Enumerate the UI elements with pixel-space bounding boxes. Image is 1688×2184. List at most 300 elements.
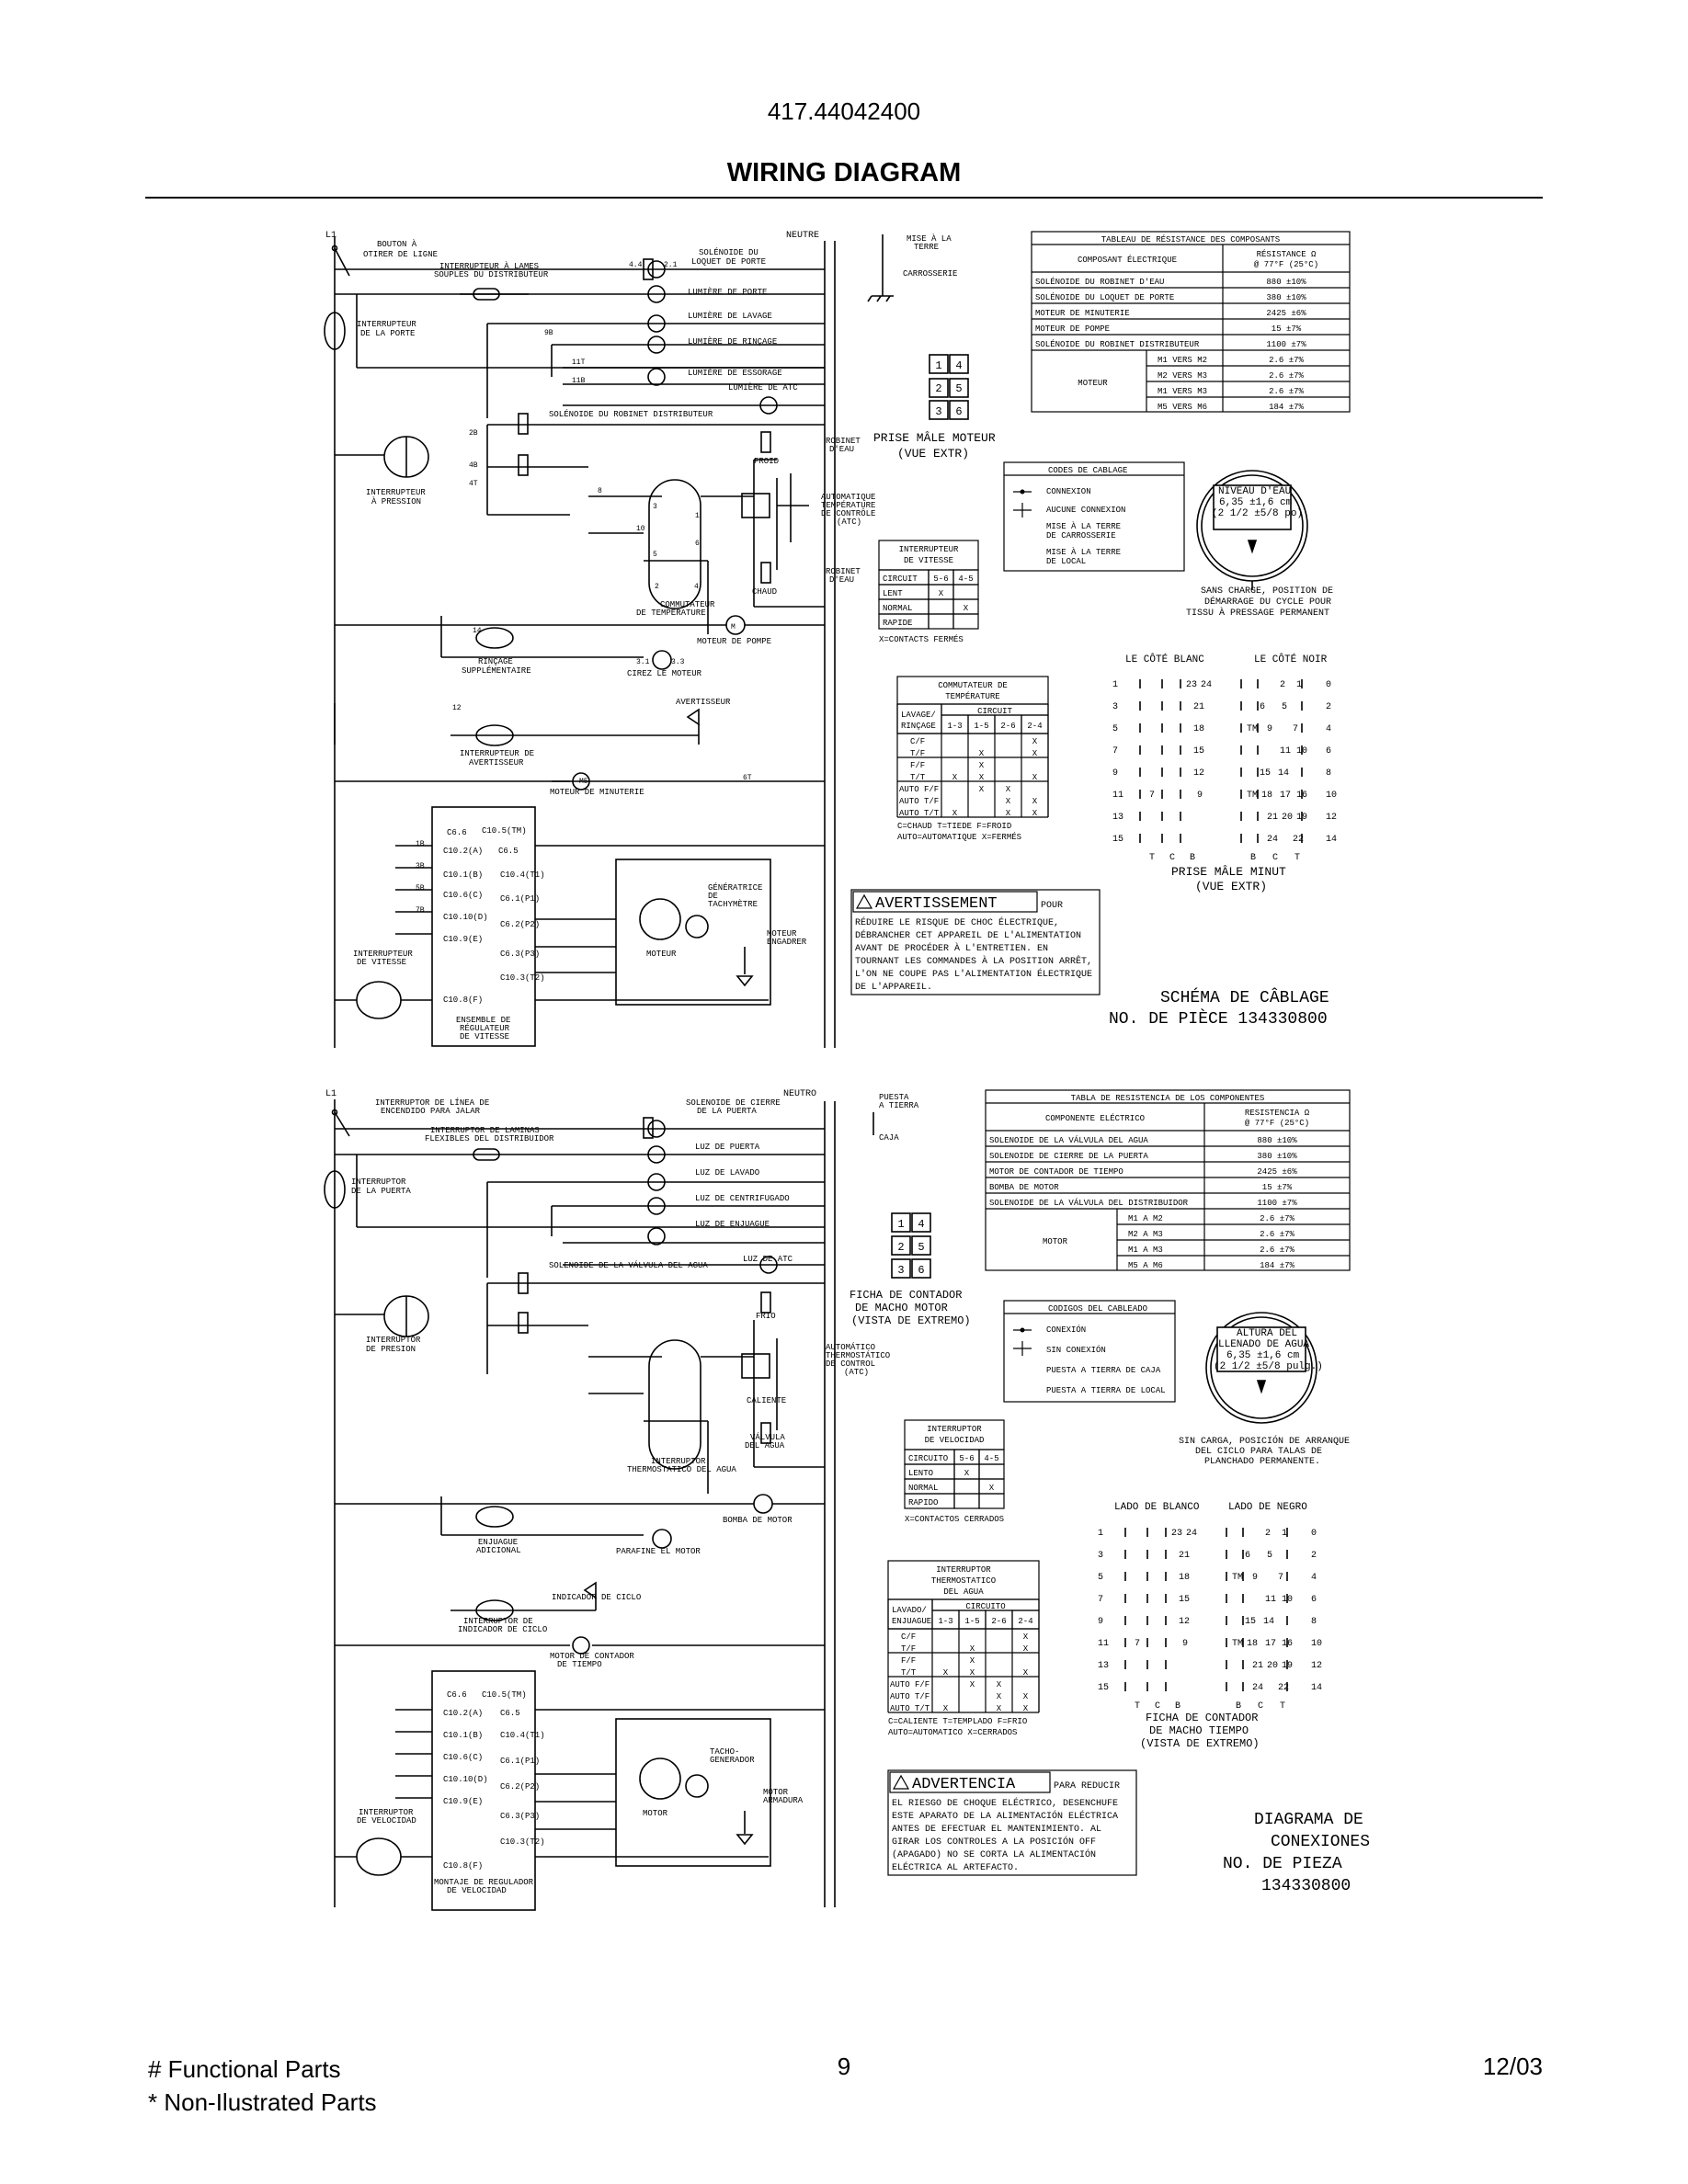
es-temp-title: DEL AGUA <box>943 1587 984 1597</box>
fr-temp-row-label: F/F <box>910 761 926 770</box>
es-timer-white-label: 7 <box>1135 1639 1141 1649</box>
es-ficha-motor-1: FICHA DE CONTADOR <box>850 1289 963 1302</box>
footer-non-illustrated: * Non-Ilustrated Parts <box>148 2088 377 2116</box>
es-temp-cell: X <box>996 1692 1002 1701</box>
es-resistance-motor-row: M1 A M2 <box>1128 1214 1163 1223</box>
fr-resistance-col2a: RÉSISTANCE Ω <box>1256 250 1317 259</box>
es-warning-box <box>888 1770 1136 1875</box>
fr-timer-black-label: 2 <box>1280 680 1286 690</box>
es-luz-centrif: LUZ DE CENTRIFUGADO <box>695 1194 790 1203</box>
fr-resistance-title: TABLEAU DE RÉSISTANCE DES COMPOSANTS <box>1101 235 1281 245</box>
es-plug-number: 2 <box>897 1241 905 1254</box>
es-timer-white-label: 12 <box>1179 1617 1191 1627</box>
es-timer-white-bottom: T <box>1135 1701 1141 1712</box>
fr-plug-number: 2 <box>935 382 942 395</box>
fr-resistance-row-name: MOTEUR DE MINUTERIE <box>1035 309 1130 318</box>
es-timer-left-num: 1 <box>1098 1529 1104 1539</box>
fr-temp-cell: X <box>1032 749 1038 758</box>
fr-lum-essorage: LUMIÈRE DE ESSORAGE <box>688 369 782 378</box>
fr-rincage-1: RINÇAGE <box>478 657 513 666</box>
es-timer-black-label: 21 <box>1252 1661 1264 1671</box>
es-timer-left-num: 3 <box>1098 1551 1104 1561</box>
fr-moteur-minuterie: MOTEUR DE MINUTERIE <box>550 788 644 797</box>
fr-temp-title: TEMPÉRATURE <box>945 692 1000 701</box>
fr-pression-1: INTERRUPTEUR <box>366 488 426 497</box>
fr-codes-item: MISE À LA TERRE <box>1046 548 1122 557</box>
fr-timer-white-label: 23 <box>1186 680 1198 690</box>
es-resistance-motor-row: M2 A M3 <box>1128 1230 1163 1239</box>
es-puesta-1: PUESTA <box>879 1093 909 1102</box>
es-termo-1: INTERRUPTOR <box>651 1457 706 1466</box>
fr-atc-1: AUTOMATIQUE <box>821 493 876 502</box>
fr-sans-charge-3: TISSU À PRESSAGE PERMANENT <box>1186 609 1330 619</box>
fr-warning-line: AVANT DE PROCÉDER À L'ENTRETIEN. EN <box>855 944 1049 954</box>
es-sin-carga-2: DEL CICLO PARA TALAS DE <box>1195 1447 1323 1457</box>
fr-timer-black-label: 22 <box>1293 835 1305 845</box>
es-timer-contact: C10.5(TM) <box>482 1690 527 1700</box>
wire-code: 5 <box>653 551 657 559</box>
es-linea-1: INTERRUPTOR DE LÍNEA DE <box>375 1098 490 1108</box>
fr-pression-2: À PRESSION <box>371 497 422 506</box>
es-temp-row-label: AUTO T/F <box>890 1692 930 1701</box>
es-speed-cell: X <box>988 1484 995 1493</box>
fr-timer-contact: C10.4(T1) <box>500 870 545 880</box>
fr-l1: L1 <box>325 231 337 241</box>
fr-resistance-table <box>1032 232 1350 412</box>
es-sin-carga-1: SIN CARGA, POSICIÓN DE ARRANQUE <box>1179 1437 1351 1447</box>
es-resistance-row-value: 15 ±7% <box>1261 1183 1293 1192</box>
es-timer-white-label: 24 <box>1186 1529 1198 1539</box>
fr-plug-numbers <box>935 359 962 418</box>
es-resistance-col2a: RESISTENCIA Ω <box>1244 1109 1310 1118</box>
es-motor-arm-1: MOTOR <box>763 1788 789 1797</box>
wire-code: 8 <box>598 487 602 495</box>
es-laminas-2: FLEXIBLES DEL DISTRIBUIDOR <box>425 1134 554 1143</box>
fr-niveau-3: (2 1/2 ±5/8 po) <box>1212 508 1304 519</box>
es-timer-contact: C6.1(P1) <box>500 1757 541 1766</box>
es-timer-contact: C6.5 <box>500 1709 520 1718</box>
es-ind-1: INTERRUPTOR DE <box>463 1617 533 1626</box>
es-timer-black-label: 24 <box>1252 1683 1264 1693</box>
es-warning-line: ESTE APARATO DE LA ALIMENTACIÓN ELÉCTRICA <box>892 1812 1119 1822</box>
fr-timer-contact: C6.5 <box>498 847 519 856</box>
es-caja: CAJA <box>879 1133 899 1143</box>
fr-timer-contact: C10.6(C) <box>443 891 484 900</box>
fr-timer-black-bottom: T <box>1295 853 1301 863</box>
es-timer-left-num: 5 <box>1098 1573 1104 1583</box>
fr-resistance-row-name: SOLÉNOIDE DU ROBINET DISTRIBUTEUR <box>1035 340 1200 349</box>
fr-timer-right-num: 6 <box>1326 746 1332 756</box>
fr-sans-charge-2: DÉMARRAGE DU CYCLE POUR <box>1204 597 1332 608</box>
fr-temp-col: 2-6 <box>1000 722 1016 731</box>
timer-plug-fr <box>1112 679 1337 863</box>
wire-code: 6 <box>695 540 700 548</box>
es-luz-atc: LUZ DE ATC <box>743 1255 793 1264</box>
es-timer-contact: C6.6 <box>447 1690 467 1700</box>
fr-timer-contact: C10.8(F) <box>443 995 484 1005</box>
footer-date: 12/03 <box>1482 2053 1543 2080</box>
es-montaje-1: MONTAJE DE REGULADOR <box>434 1878 534 1887</box>
es-codes-item: PUESTA A TIERRA DE CAJA <box>1046 1366 1161 1375</box>
fr-warning-line: RÉDUIRE LE RISQUE DE CHOC ÉLECTRIQUE, <box>855 918 1060 928</box>
es-cierre-2: DE LA PUERTA <box>697 1107 757 1116</box>
es-diagrama-3: NO. DE PIEZA <box>1223 1855 1342 1873</box>
es-resistance-row-name: MOTOR DE CONTADOR DE TIEMPO <box>989 1167 1123 1177</box>
es-timer-black-label: 17 <box>1265 1639 1277 1649</box>
fr-timer-black-label: 24 <box>1267 835 1279 845</box>
es-temp-row-label: T/T <box>901 1668 917 1678</box>
fr-timer-right-num: 0 <box>1326 680 1332 690</box>
es-resistance-motor-value: 2.6 ±7% <box>1260 1246 1295 1255</box>
es-lado-blanco: LADO DE BLANCO <box>1114 1502 1200 1513</box>
fr-timer-black-label: 20 <box>1282 813 1294 823</box>
es-timer-right-num: 14 <box>1311 1683 1323 1693</box>
fr-timer-left-num: 9 <box>1112 768 1119 779</box>
es-resistance-motor-value: 2.6 ±7% <box>1260 1230 1295 1239</box>
fr-prise-minut-2: (VUE EXTR) <box>1195 880 1268 893</box>
es-timer-contact: C10.1(B) <box>443 1731 484 1740</box>
fr-timer-black-label: 10 <box>1296 746 1308 756</box>
fr-speed-cell: CIRCUIT <box>883 574 918 584</box>
es-warning-tail: PARA REDUCIR <box>1054 1781 1121 1792</box>
model-number: 417.44042400 <box>767 97 921 125</box>
fr-speed-cell: 5-6 <box>933 574 949 584</box>
es-temp-cell: X <box>996 1680 1002 1689</box>
es-caliente: CALIENTE <box>747 1396 787 1405</box>
es-timer-right-num: 4 <box>1311 1573 1317 1583</box>
es-temp-table <box>888 1561 1039 1737</box>
fr-timer-black-label: 6 <box>1260 702 1266 712</box>
fr-codes-item: DE CARROSSERIE <box>1046 531 1116 540</box>
fr-speed-cell: X <box>963 604 969 613</box>
fr-resistance-row-value: 2425 ±6% <box>1266 309 1306 318</box>
es-timer-black-label: 14 <box>1263 1617 1275 1627</box>
es-ficha-motor-2: DE MACHO MOTOR <box>855 1302 948 1314</box>
es-altura-4: (2 1/2 ±5/8 pulg.) <box>1214 1361 1323 1372</box>
es-resistance-row-value: 880 ±10% <box>1257 1136 1297 1145</box>
es-temp-lav-1: LAVADO/ <box>892 1606 927 1615</box>
es-timer-black-label: TM <box>1232 1573 1244 1583</box>
fr-speed-cell: RAPIDE <box>883 619 913 628</box>
fr-resistance-col2b: @ 77°F (25°C) <box>1253 260 1319 269</box>
fr-timer-black-label: 7 <box>1293 724 1299 734</box>
page-number: 9 <box>837 2053 851 2080</box>
fr-porte-1: INTERRUPTEUR <box>357 320 416 329</box>
fr-timer-white-label: 21 <box>1193 702 1205 712</box>
wire-code: 1 <box>695 512 700 520</box>
es-sin-carga-3: PLANCHADO PERMANENTE. <box>1204 1457 1321 1467</box>
wire-code: M5 <box>579 778 588 786</box>
es-plug-number: 1 <box>897 1218 905 1231</box>
wire-code: 4T <box>469 480 478 488</box>
fr-temp-cell: X <box>978 785 985 794</box>
fr-niveau-1: NIVEAU D'EAU <box>1218 486 1292 497</box>
es-parafine: PARAFINE EL MOTOR <box>616 1547 701 1556</box>
fr-sans-charge-1: SANS CHARGE, POSITION DE <box>1201 586 1334 597</box>
fr-warning-line: DE L'APPAREIL. <box>855 983 933 993</box>
fr-timer-right-num: 14 <box>1326 835 1338 845</box>
es-atc-3: DE CONTROL <box>826 1359 876 1369</box>
fr-resistance-motor-value: 2.6 ±7% <box>1269 387 1304 396</box>
wire-code: 4B <box>469 461 478 470</box>
es-ficha-tiempo-2: DE MACHO TIEMPO <box>1149 1724 1249 1737</box>
fr-schema-1: SCHÉMA DE CÂBLAGE <box>1160 989 1329 1007</box>
es-temp-note-2: AUTO=AUTOMATICO X=CERRADOS <box>888 1728 1018 1737</box>
es-warning-line: ELÉCTRICA AL ARTEFACTO. <box>892 1863 1020 1873</box>
fr-timer-left-num: 1 <box>1112 680 1119 690</box>
fr-resistance-row-value: 1100 ±7% <box>1266 340 1306 349</box>
es-plug-number: 4 <box>918 1218 925 1231</box>
es-timer-right-num: 0 <box>1311 1529 1317 1539</box>
fr-temp-circuit: CIRCUIT <box>977 707 1012 716</box>
fr-temp-col: 2-4 <box>1027 722 1043 731</box>
es-timer-white-bottom: C <box>1155 1701 1161 1712</box>
fr-timer-white-label: 12 <box>1193 768 1205 779</box>
es-codes-item: PUESTA A TIERRA DE LOCAL <box>1046 1386 1166 1395</box>
es-codes-box <box>1004 1301 1175 1402</box>
es-resistance-motor-value: 2.6 ±7% <box>1260 1214 1295 1223</box>
es-presion-2: DE PRESION <box>366 1345 416 1354</box>
fr-timer-white-label: 7 <box>1149 791 1156 801</box>
fr-timer-white-bottom: C <box>1169 853 1176 863</box>
es-atc-1: AUTOMÁTICO <box>826 1343 876 1352</box>
fr-codes-item: AUCUNE CONNEXION <box>1046 506 1126 515</box>
fr-rincage-2: SUPPLÉMENTAIRE <box>462 666 531 676</box>
fr-temp-cell: X <box>978 761 985 770</box>
es-timer-black-label: 7 <box>1278 1573 1284 1583</box>
es-diagrama-4: 134330800 <box>1261 1877 1352 1895</box>
es-ficha-motor-3: (VISTA DE EXTREMO) <box>851 1314 971 1327</box>
fr-plug-number: 5 <box>955 382 963 395</box>
es-resistance-row-name: SOLENOIDE DE CIERRE DE LA PUERTA <box>989 1152 1148 1161</box>
fr-resistance-motor-row: M5 VERS M6 <box>1158 403 1208 412</box>
es-timer-black-label: 11 <box>1265 1595 1277 1605</box>
fr-timer-left-num: 3 <box>1112 702 1119 712</box>
es-speed-cell: X <box>964 1469 970 1478</box>
es-resistance-col2b: @ 77°F (25°C) <box>1244 1119 1310 1128</box>
es-timer-contact: C10.3(T2) <box>500 1837 545 1847</box>
es-altura-1: ALTURA DEL <box>1237 1328 1298 1339</box>
fr-mise-terre-1: MISE À LA <box>907 234 952 244</box>
fr-prise-minut-1: PRISE MÂLE MINUT <box>1171 865 1286 879</box>
es-timer-black-label: TM <box>1232 1639 1244 1649</box>
es-timer-white-bottom: B <box>1175 1701 1181 1712</box>
fr-speed-title-1: INTERRUPTEUR <box>898 545 959 554</box>
fr-codes-item: CONNEXION <box>1046 487 1091 496</box>
fr-temp-cell: X <box>1032 809 1038 818</box>
fr-timer-left-num: 13 <box>1112 813 1124 823</box>
fr-gen-1: GÉNÉRATRICE <box>708 883 763 893</box>
es-puerta-1: INTERRUPTOR <box>351 1177 406 1187</box>
fr-robinet-1a: ROBINET <box>826 437 861 446</box>
fr-timer-contact: C10.10(D) <box>443 913 488 922</box>
es-sol-dist: SOLENOIDE DE LA VÁLVULA DEL AGUA <box>549 1261 708 1270</box>
fr-cirez: CIREZ LE MOTEUR <box>627 669 702 678</box>
wire-code: 3.1 <box>636 658 650 666</box>
fr-timer-contact: C10.3(T2) <box>500 973 545 983</box>
es-plug-number: 3 <box>897 1264 905 1277</box>
es-laminas-1: INTERRUPTOR DE LAMINAS <box>430 1126 540 1135</box>
fr-temp-cell: X <box>978 773 985 782</box>
es-speed-cell: 5-6 <box>959 1454 975 1463</box>
es-temp-row-label: AUTO T/T <box>890 1704 930 1713</box>
es-lado-negro: LADO DE NEGRO <box>1228 1502 1307 1513</box>
es-enjuague-1: ENJUAGUE <box>478 1538 519 1547</box>
es-timer-black-label: 10 <box>1282 1595 1294 1605</box>
wire-code: M <box>731 623 736 631</box>
es-temp-cell: X <box>1022 1668 1029 1678</box>
wire-code: 3B <box>416 862 425 870</box>
es-timer-black-label: 20 <box>1267 1661 1279 1671</box>
es-timer-white-label: 9 <box>1182 1639 1189 1649</box>
fr-temp-cell: X <box>952 773 958 782</box>
es-timer-white-label: 15 <box>1179 1595 1191 1605</box>
es-temp-cell: X <box>942 1704 949 1713</box>
fr-atc-2: TEMPÉRATURE <box>821 501 876 510</box>
es-l1: L1 <box>325 1089 337 1099</box>
es-timer-black-label: 2 <box>1265 1529 1272 1539</box>
es-timer-left-num: 13 <box>1098 1661 1110 1671</box>
fr-avertisseur: AVERTISSEUR <box>676 698 731 707</box>
fr-timer-black-label: 19 <box>1296 813 1308 823</box>
fr-resistance-motor-row: M2 VERS M3 <box>1158 371 1208 381</box>
timer-plug-es <box>1098 1528 1322 1712</box>
es-temp-row-label: C/F <box>901 1632 917 1642</box>
es-resistance-row-name: BOMBA DE MOTOR <box>989 1183 1059 1192</box>
fr-warning-word: AVERTISSEMENT <box>875 895 998 913</box>
es-timer-black-label: 5 <box>1267 1551 1273 1561</box>
es-timer-white-label: 21 <box>1179 1551 1191 1561</box>
fr-temp-row-label: T/T <box>910 773 926 782</box>
es-tacho-2: GENERADOR <box>710 1756 755 1765</box>
fr-lames-1: INTERRUPTEUR À LAMES <box>439 262 540 271</box>
fr-timer-contact: C6.3(P3) <box>500 950 541 959</box>
wire-code: 9B <box>544 329 553 337</box>
es-montaje-2: DE VELOCIDAD <box>447 1886 507 1895</box>
fr-timer-black-label: 9 <box>1267 724 1273 734</box>
es-motor-arm-2: ARMADURA <box>763 1796 804 1805</box>
fr-cote-noir: LE CÔTÉ NOIR <box>1254 654 1328 665</box>
es-speed-cell: LENTO <box>908 1469 934 1478</box>
fr-timer-contact: C10.2(A) <box>443 847 484 856</box>
footer-functional-parts: # Functional Parts <box>148 2055 341 2083</box>
es-timer-black-label: 9 <box>1252 1573 1259 1583</box>
es-speed-table <box>905 1420 1004 1524</box>
fr-timer-black-label: 1 <box>1296 680 1303 690</box>
es-timer-right-num: 2 <box>1311 1551 1317 1561</box>
es-resistance-motor-row: M1 A M3 <box>1128 1246 1163 1255</box>
es-resistance-motor-value: 184 ±7% <box>1260 1261 1295 1270</box>
fr-speed-cell: NORMAL <box>883 604 913 613</box>
es-valvula-2: DEL AGUA <box>745 1441 785 1450</box>
fr-resistance-row-value: 15 ±7% <box>1271 324 1302 334</box>
es-termo-2: THERMOSTATICO DEL AGUA <box>627 1465 736 1474</box>
es-resistance-col1: COMPONENTE ELÉCTRICO <box>1044 1114 1146 1123</box>
es-warning-line: (APAGADO) NO SE CORTA LA ALIMENTACIÓN <box>892 1850 1097 1860</box>
fr-prise-moteur-1: PRISE MÂLE MOTEUR <box>873 431 996 445</box>
fr-timer-black-label: 15 <box>1260 768 1272 779</box>
es-timer-contact: C10.10(D) <box>443 1775 488 1784</box>
fr-timer-left-num: 7 <box>1112 746 1119 756</box>
es-timer-contact: C10.2(A) <box>443 1709 484 1718</box>
es-speed-title-2: DE VELOCIDAD <box>924 1436 985 1445</box>
fr-temp-cell: X <box>1032 773 1038 782</box>
es-timer-black-bottom: B <box>1236 1701 1242 1712</box>
fr-atc-3: DE CONTRÔLE <box>821 509 876 518</box>
fr-timer-left-num: 5 <box>1112 724 1119 734</box>
french-schematic <box>325 234 894 1048</box>
fr-temp-cell: X <box>1005 809 1011 818</box>
es-temp-row-label: F/F <box>901 1656 917 1666</box>
fr-ensemble-3: DE VITESSE <box>460 1032 510 1041</box>
es-temp-lav-2: ENJUAGUE <box>892 1617 932 1626</box>
es-timer-contact: C10.8(F) <box>443 1861 484 1871</box>
es-codes-item: SIN CONEXIÓN <box>1046 1346 1106 1355</box>
es-resistance-motor-label: MOTOR <box>1042 1237 1068 1246</box>
fr-moteur-pompe: MOTEUR DE POMPE <box>697 637 772 646</box>
fr-plug-number: 1 <box>935 359 942 372</box>
es-codes-item: CONEXIÓN <box>1046 1325 1087 1335</box>
es-timer-black-label: 22 <box>1278 1683 1290 1693</box>
fr-carrosserie: CARROSSERIE <box>903 269 958 279</box>
fr-temp-cell: X <box>952 809 958 818</box>
fr-temp-table <box>897 677 1048 842</box>
es-timer-black-bottom: T <box>1280 1701 1286 1712</box>
es-timer-right-num: 12 <box>1311 1661 1323 1671</box>
fr-timer-left-num: 15 <box>1112 835 1124 845</box>
es-temp-note-1: C=CALIENTE T=TEMPLADO F=FRIO <box>888 1717 1028 1726</box>
fr-comm-1: COMMUTATEUR <box>660 600 715 609</box>
fr-timer-contact: C10.1(B) <box>443 870 484 880</box>
es-ind-2: INDICADOR DE CICLO <box>458 1625 548 1634</box>
fr-timer-black-label: 5 <box>1282 702 1288 712</box>
es-timer-white-label: 23 <box>1171 1529 1183 1539</box>
fr-timer-black-label: 14 <box>1278 768 1290 779</box>
fr-temp-row-label: T/F <box>910 749 926 758</box>
wire-code: 4 <box>694 583 699 591</box>
fr-timer-contact: C6.1(P1) <box>500 894 541 904</box>
fr-resistance-col1: COMPOSANT ÉLECTRIQUE <box>1077 256 1178 265</box>
es-speed-title-1: INTERRUPTOR <box>927 1425 982 1434</box>
es-resistance-row-name: SOLENOIDE DE LA VÁLVULA DEL DISTRIBUIDOR <box>989 1199 1189 1208</box>
fr-temp-note-2: AUTO=AUTOMATIQUE X=FERMÉS <box>897 833 1022 842</box>
es-temp-cell: X <box>942 1668 949 1678</box>
fr-timer-black-label: 21 <box>1267 813 1279 823</box>
es-resistance-row-value: 2425 ±6% <box>1257 1167 1297 1177</box>
fr-warning-tail: POUR <box>1041 901 1064 911</box>
fr-timer-white-label: 9 <box>1197 791 1203 801</box>
es-timer-left-num: 9 <box>1098 1617 1104 1627</box>
es-vel-2: DE VELOCIDAD <box>357 1816 416 1826</box>
fr-lum-atc: LUMIÈRE DE ATC <box>728 383 798 392</box>
fr-moteur-engr-2: ENGADRER <box>767 938 807 947</box>
es-plug-number: 5 <box>918 1241 925 1254</box>
fr-niveau-2: 6,35 ±1,6 cm <box>1219 497 1293 508</box>
es-plug-number: 6 <box>918 1264 925 1277</box>
wire-code: 11B <box>572 377 586 385</box>
es-resistance-motor-row: M5 A M6 <box>1128 1261 1163 1270</box>
fr-cote-blanc: LE CÔTÉ BLANC <box>1125 654 1204 665</box>
fr-warning-line: L'ON NE COUPE PAS L'ALIMENTATION ÉLECTRIQUE <box>855 970 1093 980</box>
es-timer-right-num: 6 <box>1311 1595 1317 1605</box>
es-contador-2: DE TIEMPO <box>557 1660 602 1669</box>
es-speed-cell: CIRCUITO <box>908 1454 949 1463</box>
es-temp-cell: X <box>969 1680 975 1689</box>
fr-temp-col: 1-3 <box>947 722 963 731</box>
fr-timer-contact: C6.2(P2) <box>500 920 541 929</box>
page-title: WIRING DIAGRAM <box>726 158 962 188</box>
fr-resistance-row-name: SOLÉNOIDE DU ROBINET D'EAU <box>1035 278 1165 287</box>
